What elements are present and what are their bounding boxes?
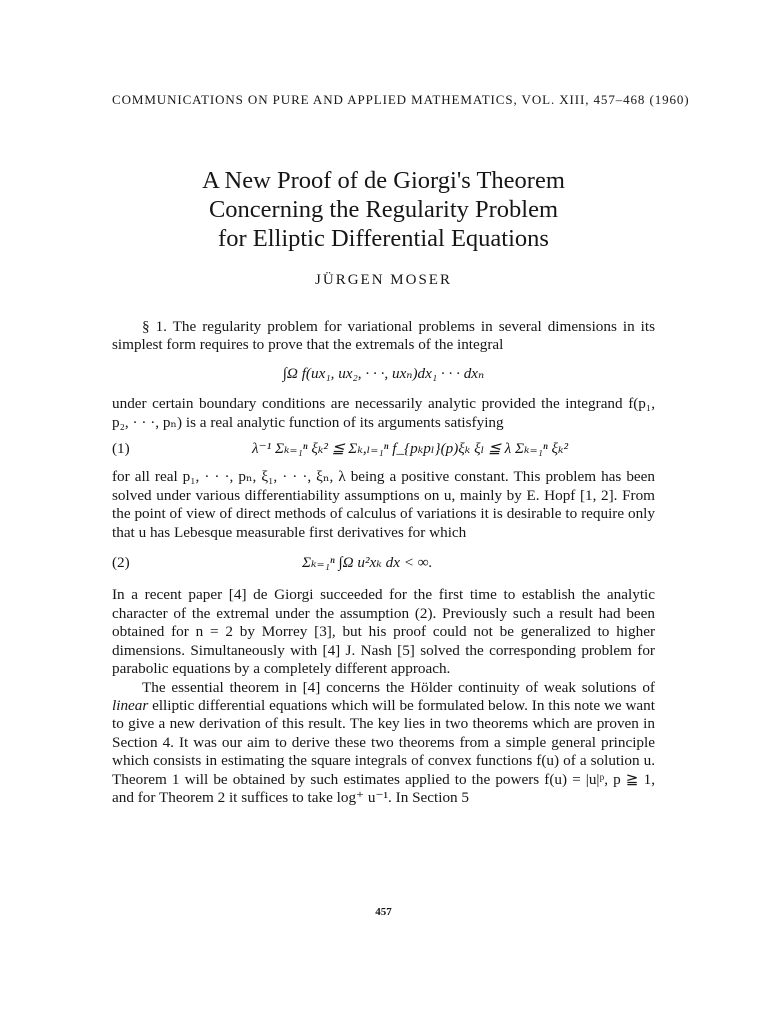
- title-line-3: for Elliptic Differential Equations: [218, 225, 549, 252]
- article-body: [112, 318, 655, 807]
- paragraph-4: In a recent paper [4] de Giorgi succeeded for the first time to establish the analytic character of the extremal under the assumption (2). Previously such a result had been obtained for n = 2 by Morrey [3], but his proof could not be generalized to higher dimensions. Simultaneously with [4] J. Nash [5] solved the corresponding problem for parabolic equations by a completely different approach.: [112, 586, 655, 678]
- title-line-2: Concerning the Regularity Problem: [208, 196, 559, 223]
- author-name: JÜRGEN MOSER: [315, 272, 452, 288]
- paragraph-1: § 1. The regularity problem for variational problems in several dimensions in its simplest form requires to prove that the extremals of the integral: [112, 318, 655, 354]
- paragraph-5-end: elliptic differential equations which will be formulated below. In this note we want to give a new derivation of this result. The key lies in two theorems which are proven in Section 4. It was our aim to derive these two theorems from a simple general principle which consists in estimating the square integrals of convex functions f(u) of a solution u. Theorem 1 will be obtained by such estimates applied to the powers f(u) = |u|ᵖ, p ≧ 1, and for Theorem 2 it suffices to take log⁺ u⁻¹. In Section 5: [112, 696, 655, 806]
- running-head: COMMUNICATIONS ON PURE AND APPLIED MATHEMATICS, VOL. XIII, 457–468 (1960): [112, 92, 690, 107]
- paragraph-5-italic: linear: [112, 696, 149, 714]
- equation-2-body: Σₖ₌₁ⁿ ∫Ω u²xₖ dx < ∞.: [302, 554, 433, 572]
- integral-display: ∫Ω f(ux₁, ux₂, · · ·, uxₙ)dx₁ · · · dxₙ: [282, 364, 485, 382]
- paragraph-5-start: The essential theorem in [4] concerns the Hölder continuity of weak solutions of: [142, 678, 655, 696]
- page-number: 457: [375, 906, 392, 918]
- title-line-1: A New Proof of de Giorgi's Theorem: [202, 167, 565, 194]
- equation-1-body: λ⁻¹ Σₖ₌₁ⁿ ξₖ² ≦ Σₖ,ₗ₌₁ⁿ f_{pₖpₗ}(p)ξₖ ξₗ ≦ λ Σₖ₌₁ⁿ ξₖ²: [252, 440, 569, 458]
- equation-1: [112, 440, 655, 458]
- equation-2-label: (2): [112, 554, 130, 572]
- equation-2: [112, 554, 655, 572]
- equation-1-label: (1): [112, 440, 130, 458]
- article-title: [112, 166, 655, 253]
- paragraph-5: [112, 679, 655, 808]
- paragraph-3: for all real p₁, · · ·, pₙ, ξ₁, · · ·, ξₙ, λ being a positive constant. This problem has been solved under various differentiability assumptions on u, mainly by E. Hopf [1, 2]. From the point of view of direct methods of calculus of variations it is desirable to require only that u has Lebesque measurable first derivatives for which: [112, 468, 655, 541]
- paragraph-2: under certain boundary conditions are necessarily analytic provided the integrand f(p₁, p₂, · · ·, pₙ) is a real analytic function of its arguments satisfying: [112, 395, 655, 431]
